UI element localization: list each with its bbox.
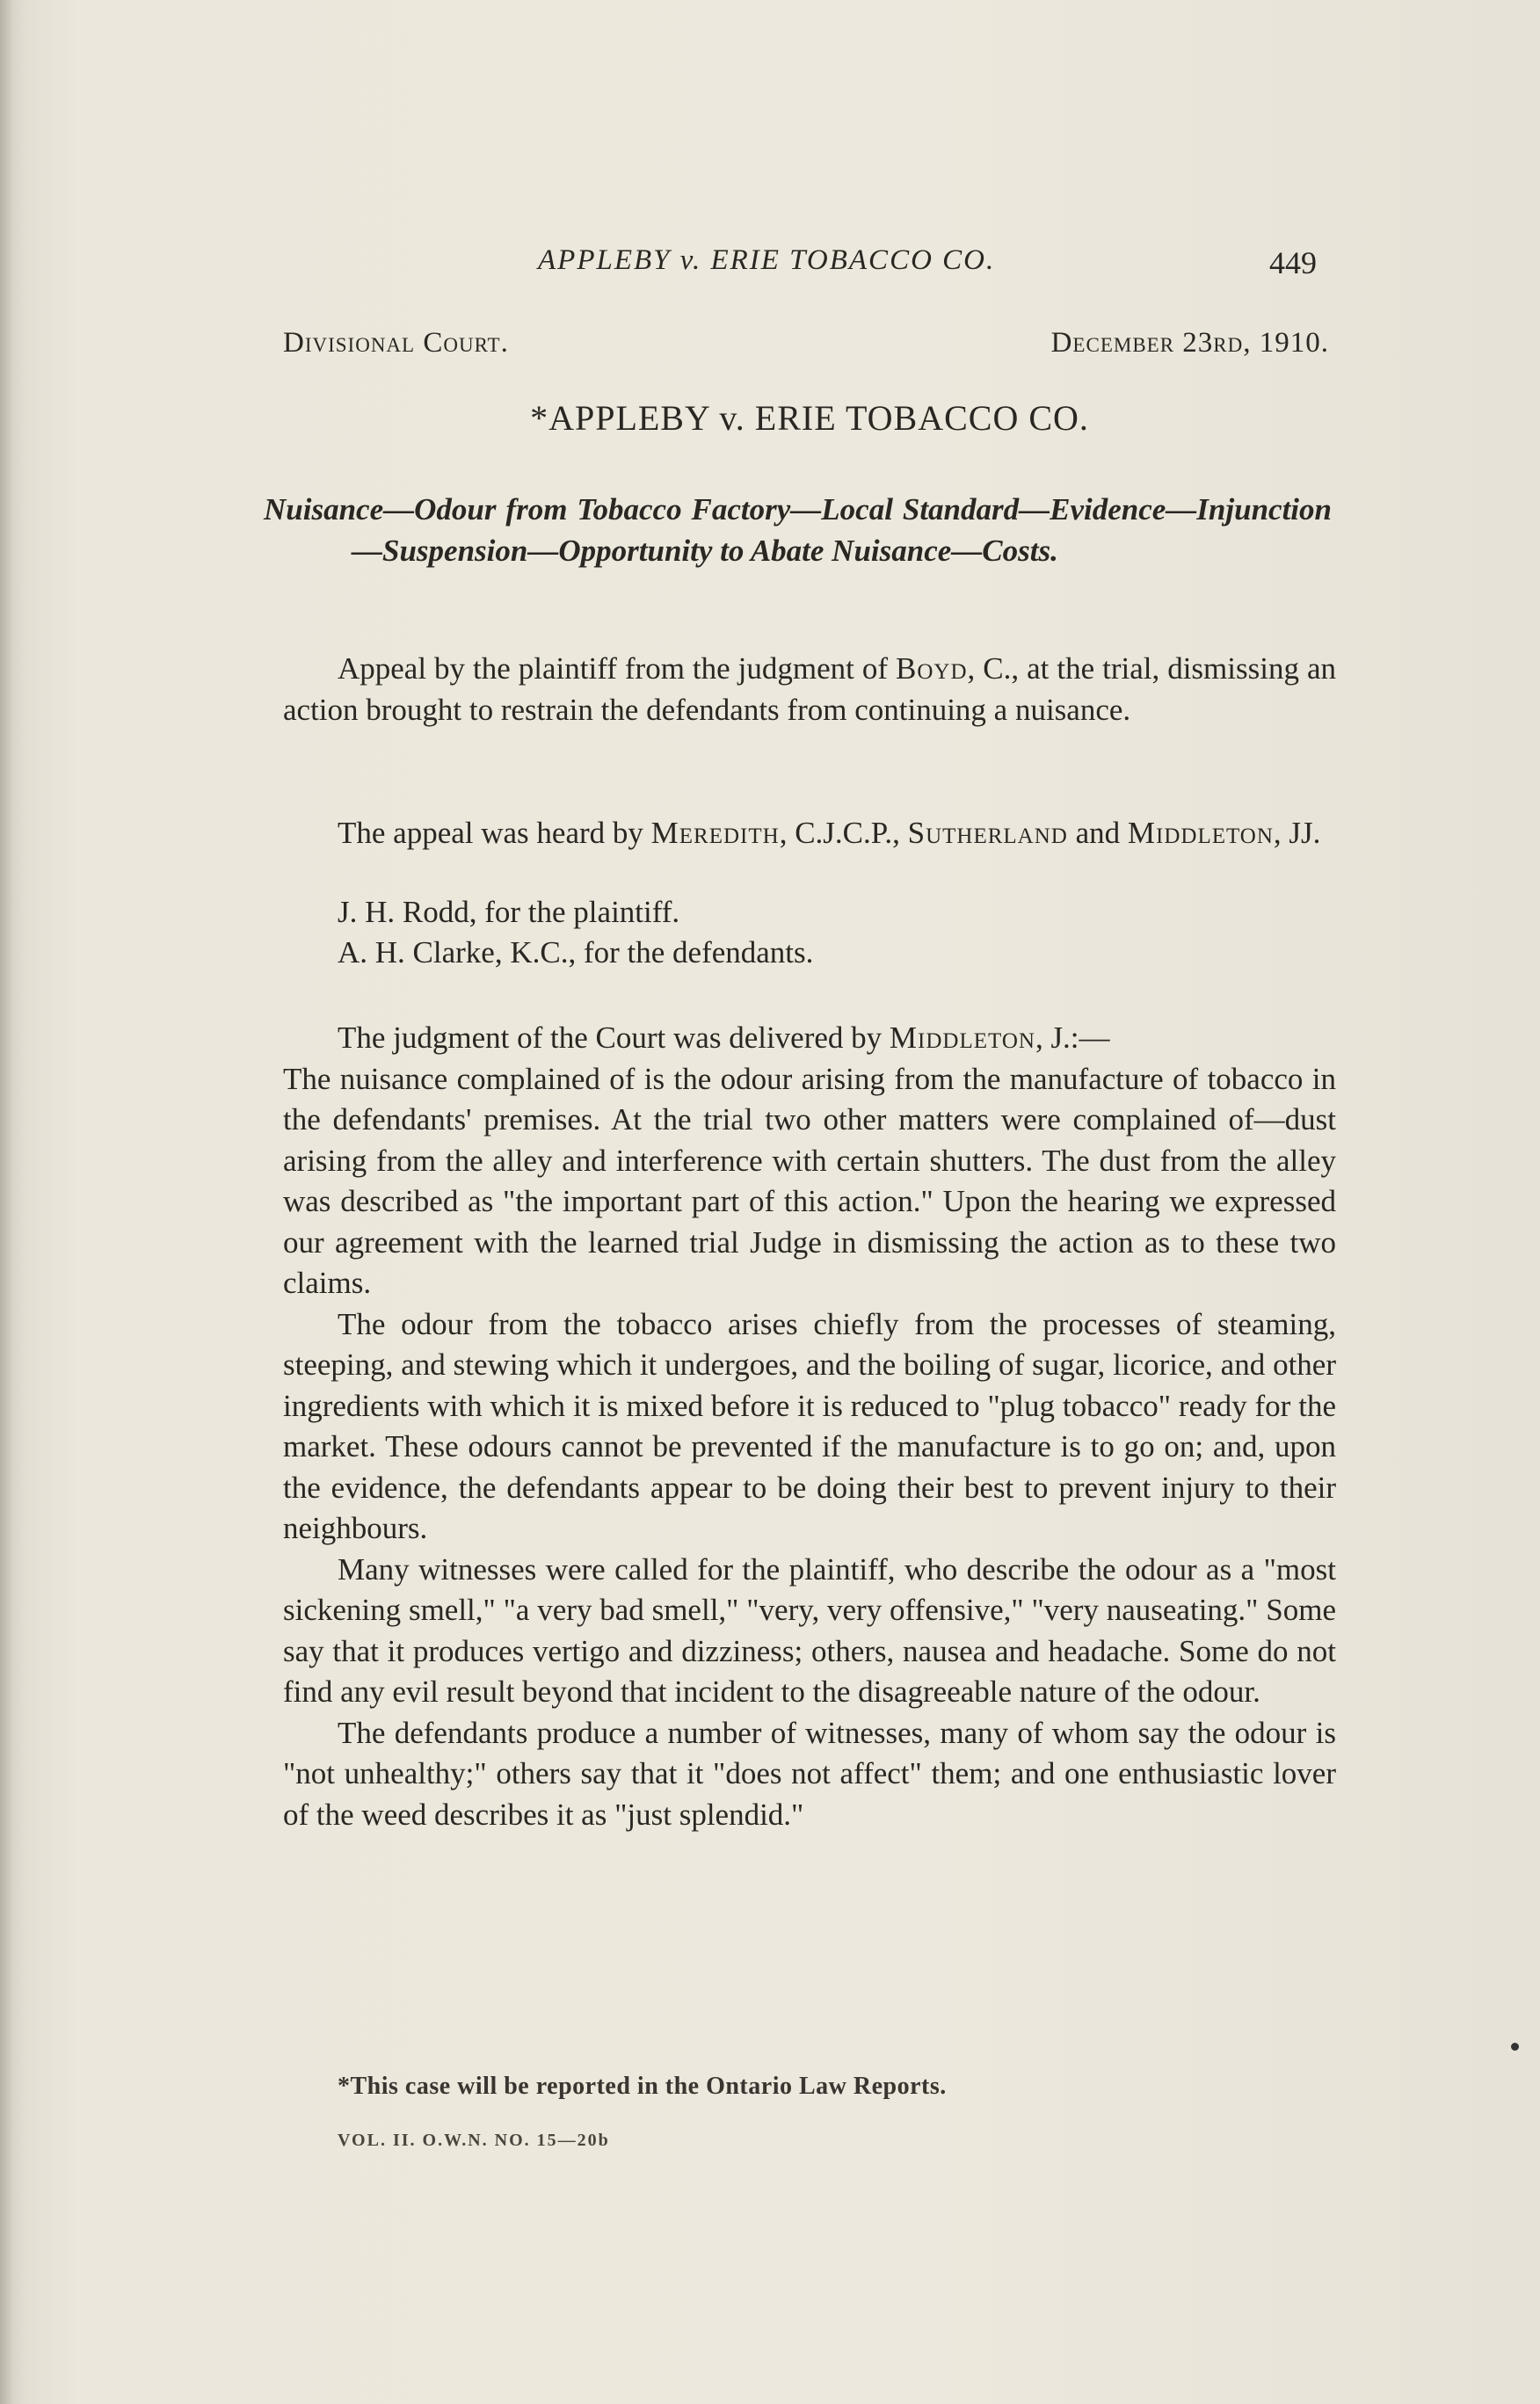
text-span: , C.J.C.P., bbox=[779, 816, 908, 850]
counsel-plaintiff: J. H. Rodd, for the plaintiff. bbox=[338, 895, 680, 929]
judgment-text bbox=[283, 1018, 1336, 1835]
headnote: Nuisance—Odour from Tobacco Factory—Local Standard—Evidence—Injunction—Suspension—Opportunity to Abate Nuisance—Costs. bbox=[264, 492, 1332, 568]
paragraph-nuisance: The nuisance complained of is the odour arising from the manufacture of tobacco in the defendants' premises. At the trial two other matters were complained of—dust arising from the alley and interference with certain shutters. The dust from the alley was described as "the important part of this action." Upon the hearing we expressed our agreement with the learned trial Judge in dismissing the action as to these two claims. bbox=[283, 1061, 1336, 1300]
running-head bbox=[283, 244, 1336, 285]
judgment-intro bbox=[283, 1018, 1336, 1059]
case-title: *APPLEBY v. ERIE TOBACCO CO. bbox=[530, 398, 1089, 438]
text-span: and bbox=[1067, 816, 1128, 850]
judge-name: Middleton bbox=[1127, 816, 1274, 850]
paragraph-appeal bbox=[283, 649, 1336, 730]
text-span: , JJ. bbox=[1273, 816, 1321, 850]
judge-name: Middleton bbox=[889, 1020, 1035, 1055]
court-date-line bbox=[283, 327, 1329, 369]
paragraph-odour: The odour from the tobacco arises chiefly from the processes of steaming, steeping, and stewing which it undergoes, and the boiling of sugar, licorice, and other ingredients with which it is mixed before it is reduced to "plug tobacco" ready for the market. These odours cannot be prevented if the manufacture is to go on; and, upon the evidence, the defendants appear to be doing their best to prevent injury to their neighbours. bbox=[283, 1306, 1336, 1545]
text-span: , C., at the trial, dismissing an action brought to restrain the defendants from continuing a nuisance. bbox=[283, 651, 1336, 727]
text-span: The appeal was heard by bbox=[338, 816, 651, 850]
decision-date: December 23rd, 1910. bbox=[1050, 327, 1329, 359]
judge-name: Meredith bbox=[650, 816, 780, 850]
book-spine-shadow bbox=[0, 0, 12, 2404]
page-number: 449 bbox=[1269, 245, 1317, 280]
signature-mark: VOL. II. O.W.N. NO. 15—20b bbox=[338, 2131, 610, 2150]
court-name: Divisional Court. bbox=[283, 327, 509, 359]
judge-name: Boyd bbox=[896, 651, 968, 686]
paragraph-plaintiff-witnesses: Many witnesses were called for the plaintiff, who describe the odour as a "most sickening smell," "a very bad smell," "very, very offensive," "very nauseating." Some say that it produces vertigo and dizziness; others, nausea and headache. Some do not find any evil result beyond that incident to the disagreeable nature of the odour. bbox=[283, 1551, 1336, 1709]
judge-name: Sutherland bbox=[907, 816, 1068, 850]
ink-dot bbox=[1511, 2043, 1519, 2051]
running-head-title: APPLEBY v. ERIE TOBACCO CO. bbox=[538, 244, 996, 276]
text-span: , J.:— bbox=[1035, 1020, 1110, 1055]
text-span: Appeal by the plaintiff from the judgment of bbox=[338, 651, 897, 686]
text-span: The judgment of the Court was delivered by bbox=[338, 1020, 890, 1055]
paragraph-heard-by bbox=[283, 813, 1336, 854]
paragraph-defendant-witnesses: The defendants produce a number of witnesses, many of whom say the odour is "not unhealthy;" others say that it "does not affect" them; and one enthusiastic lover of the weed describes it as "just splendid." bbox=[283, 1715, 1336, 1832]
footnote: *This case will be reported in the Ontario Law Reports. bbox=[338, 2073, 947, 2100]
counsel-defendants: A. H. Clarke, K.C., for the defendants. bbox=[338, 935, 814, 970]
